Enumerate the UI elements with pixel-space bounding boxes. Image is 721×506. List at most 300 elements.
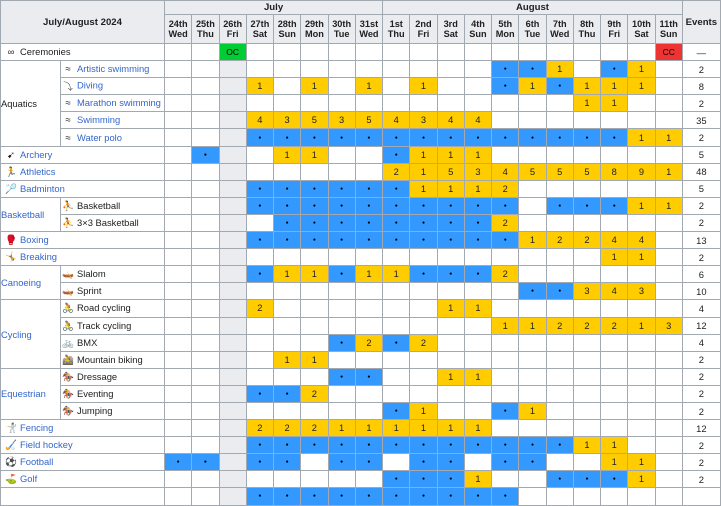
bmx-icon: 🚲 [62,337,74,349]
empty-cell [437,334,464,351]
canoe-sprint-icon: 🛶 [62,286,74,298]
weekday: Thu [578,29,596,39]
events-count-cell: 13 [682,232,720,249]
empty-cell [492,146,519,163]
event-day-cell: ● [601,197,628,214]
empty-cell [192,420,219,437]
day-header-1st [383,15,410,44]
empty-cell [601,488,628,505]
empty-cell [601,146,628,163]
final-count-cell: 1 [628,78,655,95]
empty-cell [192,402,219,419]
event-day-cell: ● [492,454,519,471]
empty-cell [383,249,410,266]
sport-name-text: Eventing [77,387,114,399]
empty-cell [519,112,546,129]
empty-cell [601,334,628,351]
swimming-icon: ≈ [65,115,71,127]
empty-cell [519,214,546,231]
empty-cell [355,471,382,488]
empty-cell [546,488,573,505]
empty-cell [274,317,301,334]
final-count-cell: 3 [573,283,600,300]
empty-cell [246,368,273,385]
event-day-cell: ● [165,454,192,471]
final-count-cell: 2 [355,334,382,351]
empty-cell [165,420,192,437]
event-day-cell: ● [546,197,573,214]
empty-cell [573,44,600,61]
rest-day-cell [219,163,246,180]
events-count-cell: 2 [682,385,720,402]
empty-cell [464,385,491,402]
event-day-cell: ● [274,437,301,454]
schedule-row [1,420,721,437]
empty-cell [301,317,328,334]
empty-cell [655,351,682,368]
empty-cell [573,180,600,197]
final-count-cell: 4 [383,112,410,129]
sport-name-text: Dressage [77,370,118,382]
empty-cell [601,180,628,197]
empty-cell [601,420,628,437]
rest-day-cell [219,402,246,419]
empty-cell [655,249,682,266]
events-count-cell: 2 [682,197,720,214]
empty-cell [655,368,682,385]
event-day-cell: ● [328,197,355,214]
final-count-cell: 1 [573,437,600,454]
schedule-row [1,317,721,334]
day-number: 11th [659,18,678,29]
sport-name-text[interactable]: Marathon swimming [77,97,161,109]
sport-name-text[interactable]: Artistic swimming [77,63,150,75]
sport-name-cell[interactable] [61,129,165,146]
sport-group-label[interactable]: Equestrian [1,368,61,419]
final-count-cell: 2 [546,317,573,334]
event-day-cell: ● [383,437,410,454]
sport-group-label[interactable]: Basketball [1,197,61,231]
empty-cell [301,368,328,385]
empty-cell [328,317,355,334]
final-count-cell: 2 [601,317,628,334]
event-day-cell: ● [546,78,573,95]
empty-cell [328,44,355,61]
empty-cell [301,471,328,488]
day-number: 8th [580,18,594,29]
empty-cell [573,249,600,266]
empty-cell [519,385,546,402]
schedule-row [1,95,721,112]
empty-cell [492,420,519,437]
empty-cell [274,44,301,61]
sport-name-text[interactable]: Fencing [20,422,54,434]
sport-name-cell[interactable] [1,146,165,163]
empty-cell [519,249,546,266]
marathon-swimming-icon: ≈ [65,98,71,110]
empty-cell [519,180,546,197]
final-count-cell: 2 [246,300,273,317]
event-day-cell: ● [383,232,410,249]
weekday: Sun [469,29,487,39]
empty-cell [355,283,382,300]
sport-name-text[interactable]: Athletics [20,165,56,177]
empty-cell [546,266,573,283]
empty-cell [355,249,382,266]
empty-cell [246,317,273,334]
empty-cell [628,437,655,454]
track-cycling-icon: 🚴 [62,320,74,332]
final-count-cell: 1 [464,471,491,488]
sport-name-cell[interactable] [61,95,165,112]
final-count-cell: 2 [383,163,410,180]
day-number: 6th [525,18,540,29]
empty-cell [355,402,382,419]
field-hockey-icon: 🏑 [5,440,17,452]
empty-cell [192,317,219,334]
empty-cell [328,95,355,112]
event-day-cell: ● [410,454,437,471]
day-header-8th [573,15,600,44]
sport-name-text: Basketball [77,199,121,211]
final-count-cell: 1 [410,163,437,180]
empty-cell [573,368,600,385]
event-day-cell: ● [383,471,410,488]
rest-day-cell [219,112,246,129]
empty-cell [628,368,655,385]
day-number: 26th [223,18,243,29]
event-day-cell: ● [410,471,437,488]
schedule-row [1,334,721,351]
event-day-cell: ● [437,454,464,471]
sport-name-text[interactable]: Swimming [77,114,121,126]
final-count-cell: 3 [328,112,355,129]
event-day-cell: ● [437,129,464,146]
empty-cell [328,61,355,78]
event-day-cell: ● [464,129,491,146]
event-day-cell: ● [410,197,437,214]
sport-name-cell[interactable] [61,112,165,129]
final-count-cell: 1 [519,78,546,95]
empty-cell [301,95,328,112]
empty-cell [655,214,682,231]
day-header-7th [546,15,573,44]
empty-cell [492,44,519,61]
event-day-cell: ● [383,488,410,505]
final-count-cell: 5 [301,112,328,129]
final-count-cell: 2 [546,232,573,249]
day-number: 7th [552,18,567,29]
empty-cell [655,334,682,351]
sport-group-label[interactable]: Cycling [1,300,61,368]
event-day-cell: ● [437,266,464,283]
schedule-row [1,249,721,266]
empty-cell [655,488,682,505]
empty-cell [165,437,192,454]
sport-name-text[interactable]: Water polo [77,131,122,143]
final-count-cell: 2 [301,420,328,437]
rest-day-cell [219,317,246,334]
schedule-row [1,146,721,163]
final-count-cell: 2 [301,385,328,402]
empty-cell [601,300,628,317]
event-day-cell: ● [410,129,437,146]
empty-cell [165,471,192,488]
sport-name-cell[interactable] [1,471,165,488]
sport-name-text[interactable]: Football [20,456,54,468]
final-count-cell: 1 [437,146,464,163]
sport-name-text[interactable]: Golf [20,473,38,485]
final-count-cell: 1 [274,266,301,283]
events-count-cell: 2 [682,471,720,488]
sport-name-text: Sprint [77,285,102,297]
empty-cell [328,300,355,317]
empty-cell [573,146,600,163]
sport-name-text[interactable]: Badminton [20,182,65,194]
final-count-cell: 1 [492,317,519,334]
empty-cell [655,385,682,402]
empty-cell [492,351,519,368]
day-header-6th [519,15,546,44]
sport-group-label[interactable]: Canoeing [1,266,61,300]
athletics-icon: 🏃 [5,166,17,178]
event-day-cell: ● [492,437,519,454]
day-header-24th [165,15,192,44]
sport-name-cell [61,197,165,214]
day-number: 4th [471,18,485,29]
final-count-cell: 1 [437,420,464,437]
event-day-cell: ● [328,488,355,505]
weekday: Sun [660,29,678,39]
eventing-icon: 🏇 [62,388,74,400]
day-header-9th [601,15,628,44]
event-day-cell: ● [546,129,573,146]
rest-day-cell [219,249,246,266]
empty-cell [328,163,355,180]
final-count-cell: 4 [601,283,628,300]
final-count-cell: 1 [628,129,655,146]
empty-cell [519,44,546,61]
empty-cell [165,146,192,163]
events-count-cell: 2 [682,368,720,385]
weekday: Mon [495,29,515,39]
event-day-cell: ● [464,232,491,249]
events-count-cell: 5 [682,180,720,197]
empty-cell [192,163,219,180]
empty-cell [464,334,491,351]
empty-cell [492,368,519,385]
empty-cell [192,283,219,300]
empty-cell [519,266,546,283]
empty-cell [655,471,682,488]
event-day-cell: ● [437,488,464,505]
event-day-cell: ● [546,437,573,454]
final-count-cell: 1 [601,95,628,112]
empty-cell [601,266,628,283]
schedule-row [1,300,721,317]
sport-name-cell [61,385,165,402]
final-count-cell: 1 [437,300,464,317]
final-count-cell: 2 [492,180,519,197]
empty-cell [246,249,273,266]
empty-cell [328,351,355,368]
sport-name-cell[interactable] [1,420,165,437]
rest-day-cell [219,368,246,385]
sport-name-cell[interactable] [1,249,165,266]
sport-name-cell[interactable] [1,437,165,454]
empty-cell [655,232,682,249]
event-day-cell: ● [601,129,628,146]
empty-cell [464,61,491,78]
empty-cell [464,317,491,334]
basketball-3x3-icon: ⛹ [62,217,74,229]
final-count-cell: 2 [573,232,600,249]
event-day-cell: ● [383,334,410,351]
day-number: 3rd [443,18,458,29]
empty-cell [192,249,219,266]
empty-cell [628,402,655,419]
opening-ceremony-cell: OC [219,44,246,61]
empty-cell [165,334,192,351]
event-day-cell: ● [355,180,382,197]
event-day-cell: ● [573,197,600,214]
empty-cell [383,300,410,317]
empty-cell [383,78,410,95]
empty-cell [274,163,301,180]
empty-cell [383,61,410,78]
empty-cell [437,402,464,419]
events-count-cell: 12 [682,317,720,334]
empty-cell [573,488,600,505]
sport-name-cell[interactable] [1,232,165,249]
final-count-cell: 1 [655,129,682,146]
final-count-cell: 3 [628,283,655,300]
final-count-cell: 1 [464,180,491,197]
final-count-cell: 9 [628,163,655,180]
final-count-cell: 5 [519,163,546,180]
event-day-cell: ● [355,488,382,505]
schedule-row [1,180,721,197]
badminton-icon: 🏸 [5,183,17,195]
sport-name-cell[interactable] [61,61,165,78]
empty-cell [192,488,219,505]
sport-name-cell [61,300,165,317]
final-count-cell: 4 [464,112,491,129]
closing-ceremony-cell: CC [655,44,682,61]
sport-name-text[interactable]: Archery [20,148,53,160]
empty-cell [492,334,519,351]
sport-name-cell[interactable] [1,180,165,197]
empty-cell [192,95,219,112]
sport-name-text[interactable]: Breaking [20,251,58,263]
empty-cell [301,44,328,61]
day-number: 2nd [415,18,432,29]
event-day-cell: ● [437,437,464,454]
empty-cell [246,44,273,61]
empty-cell [301,283,328,300]
rest-day-cell [219,61,246,78]
empty-cell [246,163,273,180]
final-count-cell: 1 [328,420,355,437]
sport-name-cell[interactable] [1,488,165,505]
event-day-cell: ● [274,214,301,231]
sport-name-cell[interactable] [1,454,165,471]
empty-cell [355,163,382,180]
schedule-row [1,232,721,249]
weekday: Wed [550,29,570,39]
sport-name-text[interactable]: Boxing [20,234,49,246]
events-count-cell: 5 [682,146,720,163]
empty-cell [573,385,600,402]
final-count-cell: 1 [437,368,464,385]
day-header-26th [219,15,246,44]
final-count-cell: 1 [628,197,655,214]
empty-cell [165,78,192,95]
empty-cell [328,385,355,402]
sport-name-text: Road cycling [77,302,131,314]
event-day-cell: ● [573,129,600,146]
event-day-cell: ● [464,197,491,214]
road-cycling-icon: 🚴 [62,303,74,315]
event-day-cell: ● [246,180,273,197]
events-column-header: Events [682,1,720,44]
empty-cell [546,300,573,317]
empty-cell [546,249,573,266]
empty-cell [383,454,410,471]
weekday: Wed [168,29,188,39]
empty-cell [519,300,546,317]
event-day-cell: ● [328,129,355,146]
empty-cell [573,454,600,471]
empty-cell [601,44,628,61]
final-count-cell: 2 [492,266,519,283]
empty-cell [655,420,682,437]
empty-cell [410,249,437,266]
schedule-row [1,44,721,61]
weekday: Sat [252,29,268,39]
empty-cell [410,317,437,334]
empty-cell [464,249,491,266]
event-day-cell: ● [246,437,273,454]
empty-cell [519,334,546,351]
empty-cell [492,283,519,300]
event-day-cell: ● [274,197,301,214]
sport-name-cell[interactable] [61,78,165,95]
weekday: Sat [634,29,649,39]
event-day-cell: ● [437,471,464,488]
empty-cell [192,44,219,61]
empty-cell [246,402,273,419]
event-day-cell: ● [301,180,328,197]
schedule-row [1,214,721,231]
final-count-cell: 1 [274,146,301,163]
sport-name-text[interactable]: Diving [77,79,104,91]
empty-cell [573,214,600,231]
sport-name-cell [61,402,165,419]
event-day-cell: ● [246,197,273,214]
rest-day-cell [219,129,246,146]
event-day-cell: ● [246,266,273,283]
sport-name-text[interactable]: Field hockey [20,439,73,451]
sport-name-cell[interactable] [1,163,165,180]
event-day-cell: ● [246,454,273,471]
event-day-cell: ● [492,61,519,78]
event-day-cell: ● [410,214,437,231]
events-count-cell: 2 [682,437,720,454]
empty-cell [437,317,464,334]
event-day-cell: ● [519,283,546,300]
weekday: Tue [333,29,350,39]
